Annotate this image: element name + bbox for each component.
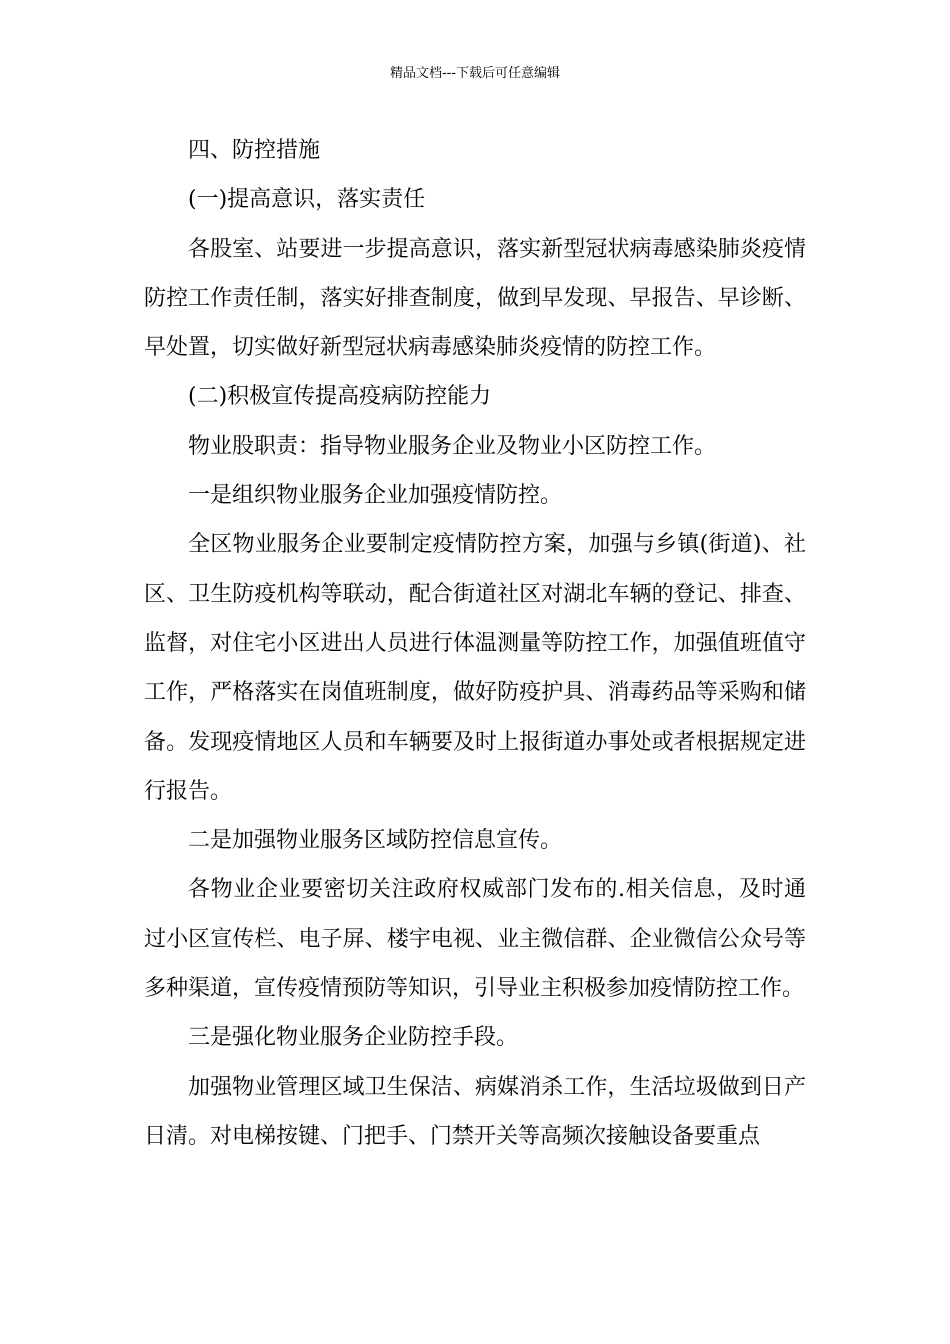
paragraph: 各物业企业要密切关注政府权威部门发布的.相关信息，及时通过小区宣传栏、电子屏、楼宇电视、业主微信群、企业微信公众号等多种渠道，宣传疫情预防等知识，引导业主积极参加疫情防控工作。 xyxy=(144,877,806,1002)
paragraph: 物业股职责：指导物业服务企业及物业小区防控工作。 xyxy=(188,433,717,459)
section-heading: 四、防控措施 xyxy=(188,138,321,163)
subsection-heading: (一)提高意识，落实责任 xyxy=(188,187,426,213)
paragraph: 各股室、站要进一步提高意识，落实新型冠状病毒感染肺炎疫情防控工作责任制，落实好排查制度，做到早发现、早报告、早诊断、早处置，切实做好新型冠状病毒感染肺炎疫情的防控工作。 xyxy=(144,236,806,361)
page-header: 精品文档---下载后可任意编辑 xyxy=(389,66,561,81)
paragraph: 加强物业管理区域卫生保洁、病媒消杀工作，生活垃圾做到日产日清。对电梯按键、门把手、门禁开关等高频次接触设备要重点 xyxy=(144,1074,806,1149)
subsection-heading: (二)积极宣传提高疫病防控能力 xyxy=(188,384,492,410)
paragraph: 三是强化物业服务企业防控手段。 xyxy=(188,1025,519,1051)
paragraph: 二是加强物业服务区域防控信息宣传。 xyxy=(188,828,563,854)
paragraph: 一是组织物业服务企业加强疫情防控。 xyxy=(188,483,563,509)
paragraph: 全区物业服务企业要制定疫情防控方案，加强与乡镇(街道)、社区、卫生防疫机构等联动，配合街道社区对湖北车辆的登记、排查、监督，对住宅小区进出人员进行体温测量等防控工作，加强值班值守工作，严格落实在岗值班制度，做好防疫护具、消毒药品等采购和储备。发现疫情地区人员和车辆要及时上报街道办事处或者根据规定进行报告。 xyxy=(144,532,806,804)
document-body xyxy=(144,126,806,1161)
